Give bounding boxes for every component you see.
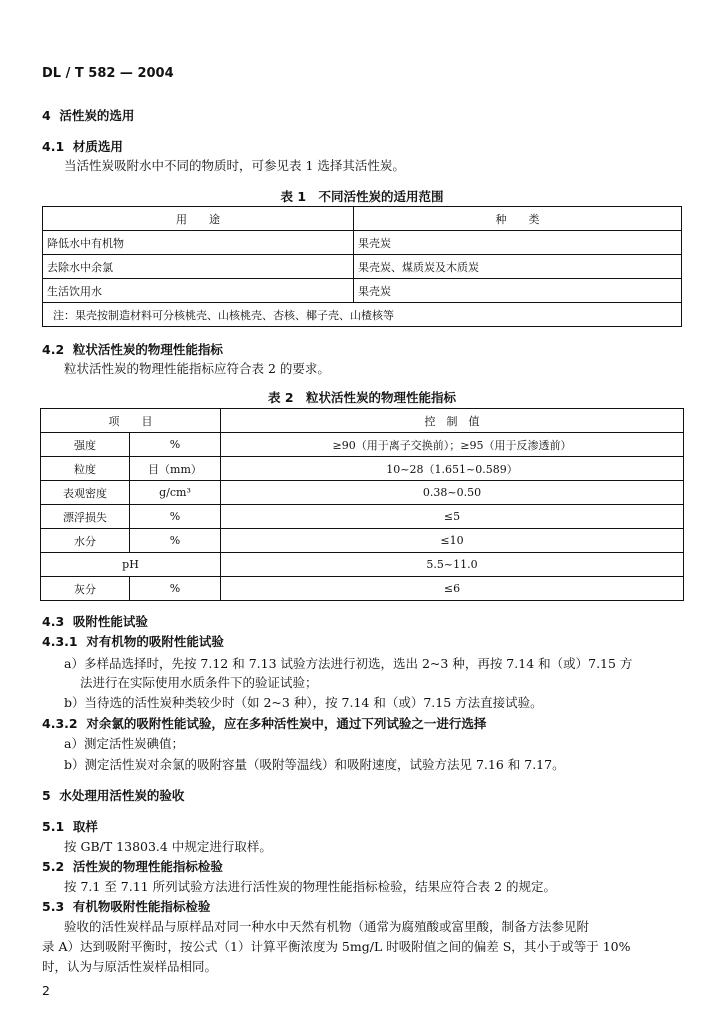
table-row [43,231,682,255]
section-number: 4 [42,108,51,123]
table-row [41,481,684,505]
section-5-3-body-line: 时，认为与原活性炭样品相同。 [42,959,218,974]
section-5-heading [42,786,184,804]
table-cell: ≤5 [221,505,684,529]
table-row [41,505,684,529]
list-item: b）测定活性炭对余氯的吸附容量（吸附等温线）和吸附速度，试验方法见 7.16 和 7.17。 [64,757,565,772]
section-title: 吸附性能试验 [72,614,148,629]
table-cell: 强度 [41,433,130,457]
section-number: 5.2 [42,859,65,874]
list-item: a）多样品选择时，先按 7.12 和 7.13 试验方法进行初选，选出 2~3 种，再按 7.14 和（或）7.15 方 [64,656,633,671]
table-cell: 果壳炭 [354,279,682,303]
table-cell: 果壳炭 [354,231,682,255]
table-cell: g/cm³ [130,481,221,505]
table-1-caption: 表 1 不同活性炭的适用范围 [280,189,444,204]
section-4-2-heading [42,340,223,358]
table-cell: % [130,505,221,529]
table-1 [42,206,682,327]
section-4-heading [42,106,134,124]
table-header-row [43,207,682,231]
section-4-3-heading [42,612,148,630]
section-5-1-body: 按 GB/T 13803.4 中规定进行取样。 [64,839,272,854]
table-cell: 0.38~0.50 [221,481,684,505]
section-4-2-body: 粒状活性炭的物理性能指标应符合表 2 的要求。 [64,361,330,376]
section-number: 5 [42,788,51,803]
table-header-cell: 种 类 [354,207,682,231]
table-cell: 粒度 [41,457,130,481]
table-cell: 表观密度 [41,481,130,505]
section-5-3-heading [42,897,210,915]
table-row [41,457,684,481]
table-cell: 目（mm） [130,457,221,481]
table-2 [40,408,684,601]
section-title: 水处理用活性炭的验收 [59,788,185,803]
table-note: 注：果壳按制造材料可分核桃壳、山核桃壳、杏核、椰子壳、山楂核等 [43,303,682,327]
section-title: 有机物吸附性能指标检验 [72,899,211,914]
section-5-1-heading [42,817,98,835]
page-number: 2 [42,983,50,998]
section-number: 4.2 [42,342,65,357]
doc-header: DL / T 582 — 2004 [42,66,174,81]
table-row [41,577,684,601]
section-5-3-body-line: 验收的活性炭样品与原样品对同一种水中天然有机物（通常为腐殖酸或富里酸，制备方法参见附 [64,919,590,934]
section-5-2-body: 按 7.1 至 7.11 所列试验方法进行活性炭的物理性能指标检验，结果应符合表 2 的规定。 [64,879,557,894]
section-number: 4.3 [42,614,65,629]
table-note-row [43,303,682,327]
table-cell: ≤6 [221,577,684,601]
section-title: 粒状活性炭的物理性能指标 [72,342,223,357]
table-row [43,255,682,279]
section-4-1-heading [42,137,123,155]
section-5-2-heading [42,857,223,875]
table-row [41,433,684,457]
list-item: a）测定活性炭碘值； [64,736,184,751]
section-title: 活性炭的选用 [59,108,135,123]
section-title: 材质选用 [72,139,123,154]
table-cell: % [130,577,221,601]
table-header-cell: 控 制 值 [221,409,684,433]
section-number: 4.3.2 [42,716,78,731]
table-header-cell: 项 目 [41,409,221,433]
section-4-3-2-heading [42,714,486,732]
table-cell: 5.5~11.0 [221,553,684,577]
section-title: 活性炭的物理性能指标检验 [72,859,223,874]
table-cell: 漂浮损失 [41,505,130,529]
table-cell: 去除水中余氯 [43,255,354,279]
table-header-row [41,409,684,433]
section-title: 取样 [72,819,98,834]
table-row [41,529,684,553]
table-cell: 果壳炭、煤质炭及木质炭 [354,255,682,279]
table-row [41,553,684,577]
table-cell: 降低水中有机物 [43,231,354,255]
section-title: 对有机物的吸附性能试验 [86,634,224,649]
section-number: 5.3 [42,899,65,914]
table-header-cell: 用 途 [43,207,354,231]
list-item-continuation: 法进行在实际使用水质条件下的验证试验； [80,675,318,690]
table-cell: 灰分 [41,577,130,601]
section-number: 4.1 [42,139,65,154]
table-row [43,279,682,303]
table-cell: pH [41,553,221,577]
section-title: 对余氯的吸附性能试验，应在多种活性炭中，通过下列试验之一进行选择 [86,716,487,731]
table-cell: ≥90（用于离子交换前）；≥95（用于反渗透前） [221,433,684,457]
section-5-3-body-line: 录 A）达到吸附平衡时，按公式（1）计算平衡浓度为 5mg/L 时吸附值之间的偏差 S，其小于或等于 10% [42,939,631,954]
section-number: 5.1 [42,819,65,834]
table-cell: 10~28（1.651~0.589） [221,457,684,481]
table-cell: 水分 [41,529,130,553]
list-item: b）当待选的活性炭种类较少时（如 2~3 种），按 7.14 和（或）7.15 方法直接试验。 [64,695,543,710]
table-cell: ≤10 [221,529,684,553]
section-4-3-1-heading [42,632,224,650]
table-cell: % [130,433,221,457]
table-2-caption: 表 2 粒状活性炭的物理性能指标 [267,390,457,405]
table-cell: 生活饮用水 [43,279,354,303]
section-number: 4.3.1 [42,634,78,649]
table-cell: % [130,529,221,553]
section-4-1-body: 当活性炭吸附水中不同的物质时，可参见表 1 选择其活性炭。 [64,158,405,173]
